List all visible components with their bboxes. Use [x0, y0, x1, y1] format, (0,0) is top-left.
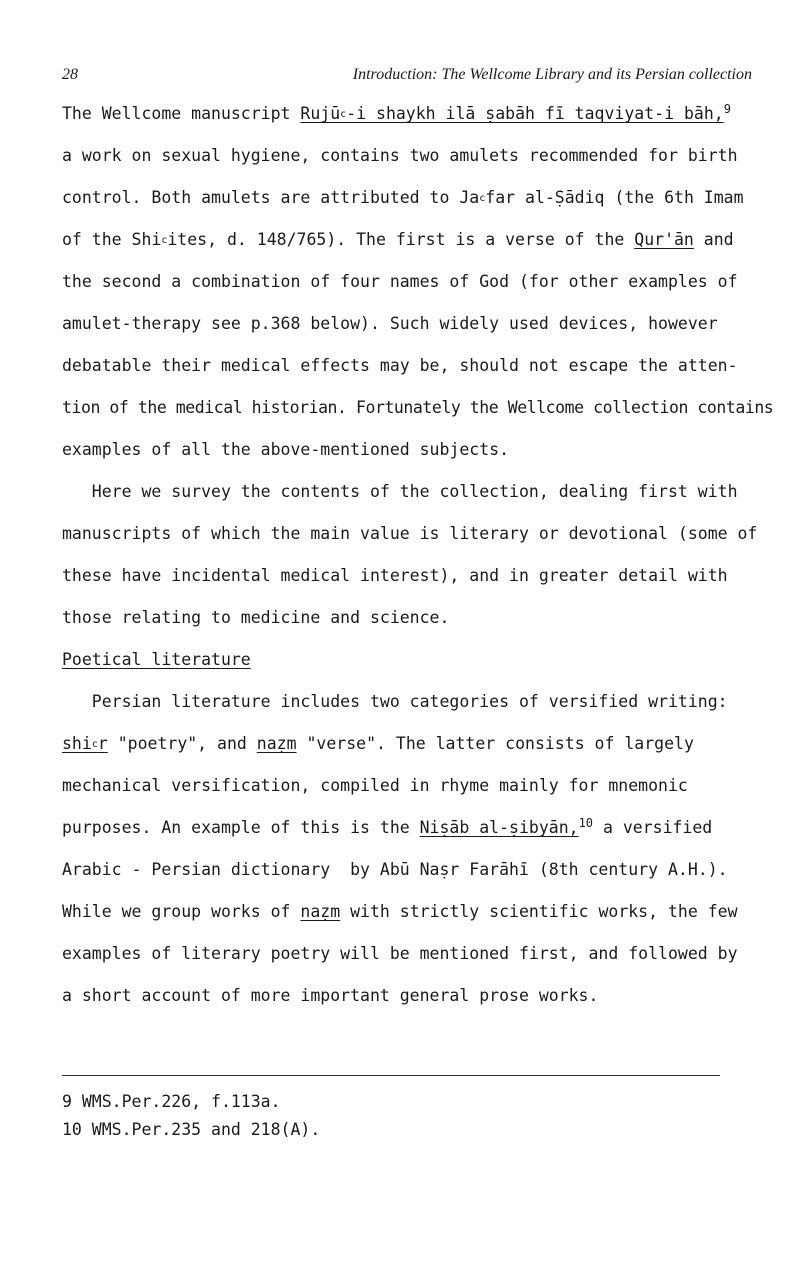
text-line: debatable their medical effects may be, should not escape the atten-: [62, 356, 738, 375]
text-line: manuscripts of which the main value is literary or devotional (some of: [62, 524, 758, 543]
text-line: control. Both amulets are attributed to Ja$^c$far al-Ṣādiq (the 6th Imam: [62, 188, 744, 207]
quran-term: Qur'ān: [634, 230, 694, 249]
text-line: those relating to medicine and science.: [62, 608, 450, 627]
text-line: the second a combination of four names of God (for other examples of: [62, 272, 738, 291]
footnote: 9 WMS.Per.226, f.113a.: [62, 1092, 281, 1111]
footnote-ref: 10: [578, 816, 594, 830]
nazm-term: naẓm: [256, 734, 297, 753]
text-line: a work on sexual hygiene, contains two amulets recommended for birth: [62, 146, 738, 165]
text-line: a short account of more important general prose works.: [62, 986, 599, 1005]
text-line: Persian literature includes two categories of versified writing:: [62, 692, 728, 711]
nisab-title: Niṣāb al-ṣibyān,: [419, 818, 579, 837]
nazm-term: naẓm: [300, 902, 341, 921]
text-line: of the Shi$^c$ites, d. 148/765). The first is a verse of the Qur'ān and: [62, 230, 734, 249]
text-line: The Wellcome manuscript Rujū$^c$-i shaykh ilā ṣabāh fī taqviyat-i bāh,$^9$: [62, 102, 731, 123]
text-line: purposes. An example of this is the Niṣāb al-ṣibyān,$^{10}$ a versified: [62, 816, 713, 837]
manuscript-title: Rujū$^c$-i shaykh ilā ṣabāh fī taqviyat-i bāh,: [300, 104, 724, 123]
text-line: examples of all the above-mentioned subjects.: [62, 440, 510, 459]
text-line: While we group works of naẓm with strictly scientific works, the few: [62, 902, 738, 921]
page-number: 28: [62, 66, 78, 83]
text-line: tion of the medical historian. Fortunately the Wellcome collection contains: [62, 398, 774, 417]
text-line: shi$^c$r "poetry", and naẓm "verse". The latter consists of largely: [62, 734, 694, 753]
running-head: Introduction: The Wellcome Library and its Persian collection: [352, 66, 752, 83]
text-line: Arabic - Persian dictionary by Abū Naṣr Farāhī (8th century A.H.).: [62, 860, 728, 879]
footnote: 10 WMS.Per.235 and 218(A).: [62, 1120, 321, 1139]
text-line: Here we survey the contents of the collection, dealing first with: [62, 482, 738, 501]
footnote-ref: 9: [723, 102, 731, 116]
shir-term: shi$^c$r: [62, 734, 108, 753]
text-line: amulet-therapy see p.368 below). Such widely used devices, however: [62, 314, 718, 333]
section-heading: Poetical literature: [62, 650, 251, 669]
text-line: mechanical versification, compiled in rhyme mainly for mnemonic: [62, 776, 688, 795]
footnote-rule: [62, 1075, 720, 1076]
text-line: examples of literary poetry will be mentioned first, and followed by: [62, 944, 738, 963]
text-line: these have incidental medical interest), and in greater detail with: [62, 566, 728, 585]
